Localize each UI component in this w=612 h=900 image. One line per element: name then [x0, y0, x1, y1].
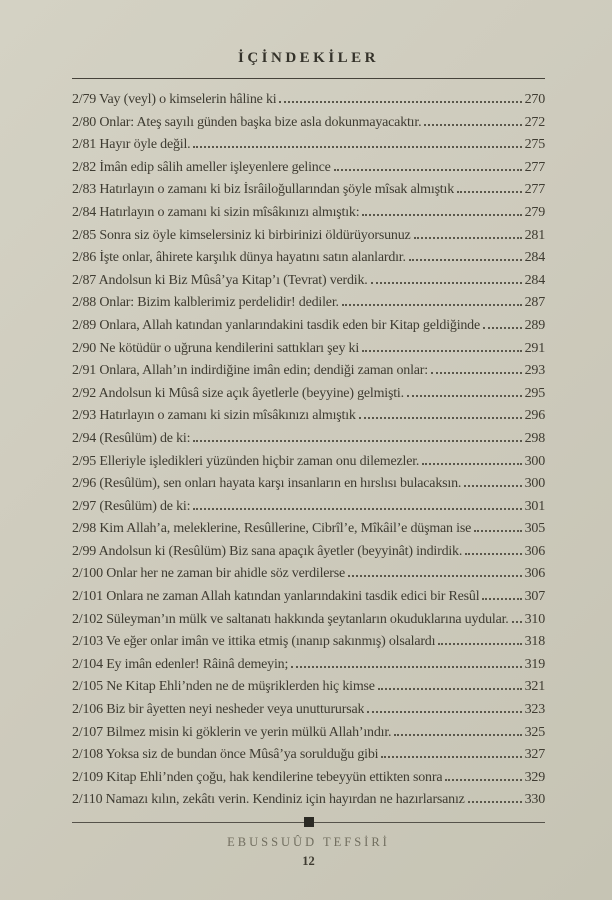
toc-entry-page: 305: [524, 521, 545, 537]
footer-book-title: EBUSSUÛD TEFSİRİ: [227, 835, 390, 849]
dot-leader: [371, 281, 522, 284]
dot-leader: [424, 123, 521, 126]
toc-entry-label: 2/85 Sonra siz öyle kimselersiniz ki birbirinizi öldürüyorsunuz: [72, 227, 411, 243]
toc-entry-page: 300: [524, 453, 545, 469]
dot-leader: [193, 145, 521, 148]
toc-entry: [72, 566, 545, 589]
square-ornament-icon: [304, 817, 314, 827]
toc-entry: [72, 137, 545, 160]
toc-entry-label: 2/109 Kitap Ehli’nden çoğu, hak kendilerine tebeyyün ettikten sonra: [72, 769, 443, 785]
toc-entry-label: 2/106 Biz bir âyetten neyi nesheder veya unutturursak: [72, 702, 365, 718]
toc-entry-label: 2/98 Kim Allah’a, meleklerine, Resûllerine, Cibrîl’e, Mîkâil’e düşman ise: [72, 521, 472, 537]
toc-entry-page: 306: [524, 543, 545, 559]
toc-entry: [72, 115, 545, 138]
toc-entry-label: 2/86 İşte onlar, âhirete karşılık dünya hayatını satın alanlardır.: [72, 250, 406, 266]
dot-leader: [431, 371, 522, 374]
dot-leader: [464, 484, 521, 487]
dot-leader: [193, 507, 521, 510]
toc-entry-label: 2/103 Ve eğer onlar imân ve ittika etmiş (ınanıp sakınmış) olsalardı: [72, 634, 436, 650]
toc-entry-label: 2/80 Onlar: Ateş sayılı günden başka bize asla dokunmayacaktır.: [72, 114, 422, 130]
toc-entry: [72, 747, 545, 770]
dot-leader: [422, 462, 521, 465]
toc-entry-page: 298: [524, 430, 545, 446]
toc-entry-page: 296: [524, 408, 545, 424]
dot-leader: [342, 303, 522, 306]
toc-entry: [72, 318, 545, 341]
dot-leader: [407, 394, 522, 397]
footer-page-number: 12: [302, 854, 315, 868]
toc-entry: [72, 92, 545, 115]
toc-entry-page: 277: [524, 159, 545, 175]
dot-leader: [474, 529, 522, 532]
toc-entry: [72, 295, 545, 318]
dot-leader: [483, 326, 522, 329]
toc-entry-page: 270: [524, 92, 545, 107]
toc-entry-label: 2/101 Onlara ne zaman Allah katından yanlarındakini tasdik edici bir Resûl: [72, 589, 480, 605]
dot-leader: [359, 416, 522, 419]
toc-entry-label: 2/95 Elleriyle işledikleri yüzünden hiçbir zaman onu dilemezler.: [72, 453, 420, 469]
dot-leader: [193, 439, 521, 442]
dot-leader: [438, 642, 521, 645]
toc-entry-label: 2/110 Namazı kılın, zekâtı verin. Kendiniz için hayırdan ne hazırlarsanız: [72, 792, 465, 808]
toc-entry-page: 327: [524, 747, 545, 763]
toc-entry-page: 329: [524, 769, 545, 785]
toc-entry-label: 2/84 Hatırlayın o zamanı ki sizin mîsâkınızı almıştık:: [72, 204, 360, 220]
toc-entry: [72, 454, 545, 477]
toc-entry-page: 306: [524, 566, 545, 582]
toc-entry-label: 2/97 (Resûlüm) de ki:: [72, 498, 191, 514]
toc-entry-label: 2/96 (Resûlüm), sen onları hayata karşı insanların en hırslısı bulacaksın.: [72, 476, 462, 492]
toc-entry-label: 2/92 Andolsun ki Mûsâ size açık âyetlerle (beyyine) gelmişti.: [72, 385, 404, 401]
toc-entry-page: 323: [524, 702, 545, 718]
dot-leader: [362, 213, 521, 216]
toc-entry-label: 2/105 Ne Kitap Ehli’nden ne de müşriklerden hiç kimse: [72, 679, 375, 695]
header-rule: [72, 78, 545, 79]
dot-leader: [367, 710, 521, 713]
dot-leader: [348, 574, 522, 577]
toc-list: [72, 92, 545, 815]
toc-entry-label: 2/99 Andolsun ki (Resûlüm) Biz sana apaçık âyetler (beyyinât) indirdik.: [72, 543, 463, 559]
toc-entry: [72, 544, 545, 567]
dot-leader: [512, 620, 522, 623]
toc-entry: [72, 431, 545, 454]
toc-entry-label: 2/89 Onlara, Allah katından yanlarındakini tasdik eden bir Kitap geldiğinde: [72, 317, 481, 333]
toc-entry: [72, 160, 545, 183]
toc-entry-page: 300: [524, 476, 545, 492]
toc-entry-page: 301: [524, 498, 545, 514]
toc-entry-label: 2/83 Hatırlayın o zamanı ki biz İsrâiloğullarından şöyle mîsak almıştık: [72, 182, 454, 198]
toc-entry-page: 318: [524, 634, 545, 650]
toc-entry: [72, 499, 545, 522]
toc-entry-page: 310: [524, 611, 545, 627]
toc-entry: [72, 792, 545, 815]
page-footer: [72, 822, 545, 869]
toc-entry: [72, 679, 545, 702]
toc-entry: [72, 634, 545, 657]
dot-leader: [409, 258, 522, 261]
toc-entry-page: 277: [524, 182, 545, 198]
toc-entry-page: 272: [524, 114, 545, 130]
dot-leader: [414, 236, 522, 239]
toc-entry-page: 330: [524, 792, 545, 808]
toc-entry: [72, 521, 545, 544]
dot-leader: [362, 349, 522, 352]
dot-leader: [334, 168, 522, 171]
toc-entry-page: 281: [524, 227, 545, 243]
toc-entry-label: 2/102 Süleyman’ın mülk ve saltanatı hakkında şeytanların okuduklarına uydular.: [72, 611, 509, 627]
toc-entry-label: 2/91 Onlara, Allah’ın indirdiğine imân edin; dendiği zaman onlar:: [72, 363, 428, 379]
dot-leader: [457, 190, 522, 193]
toc-entry: [72, 612, 545, 635]
toc-entry-label: 2/81 Hayır öyle değil.: [72, 137, 191, 153]
toc-entry: [72, 725, 545, 748]
toc-entry: [72, 702, 545, 725]
toc-entry-page: 321: [524, 679, 545, 695]
toc-entry: [72, 657, 545, 680]
toc-entry-page: 284: [524, 250, 545, 266]
toc-entry-label: 2/104 Ey imân edenler! Râinâ demeyin;: [72, 656, 289, 672]
toc-entry-page: 307: [524, 589, 545, 605]
toc-entry-page: 295: [524, 385, 545, 401]
dot-leader: [291, 665, 521, 668]
toc-entry-label: 2/88 Onlar: Bizim kalblerimiz perdelidir! dediler.: [72, 295, 339, 311]
toc-entry-label: 2/82 İmân edip sâlih ameller işleyenlere gelince: [72, 159, 331, 175]
dot-leader: [394, 733, 521, 736]
toc-entry: [72, 589, 545, 612]
toc-entry-page: 279: [524, 204, 545, 220]
toc-entry-label: 2/108 Yoksa siz de bundan önce Mûsâ’ya sorulduğu gibi: [72, 747, 379, 763]
toc-entry: [72, 408, 545, 431]
dot-leader: [378, 687, 522, 690]
toc-entry-page: 287: [524, 295, 545, 311]
toc-entry-page: 289: [524, 317, 545, 333]
toc-entry: [72, 476, 545, 499]
toc-entry: [72, 205, 545, 228]
toc-entry-label: 2/100 Onlar her ne zaman bir ahidle söz verdilerse: [72, 566, 346, 582]
toc-entry: [72, 228, 545, 251]
toc-entry: [72, 250, 545, 273]
dot-leader: [482, 597, 521, 600]
dot-leader: [468, 800, 522, 803]
toc-entry: [72, 273, 545, 296]
dot-leader: [465, 552, 521, 555]
toc-entry-label: 2/94 (Resûlüm) de ki:: [72, 430, 191, 446]
toc-entry-page: 284: [524, 272, 545, 288]
toc-entry: [72, 770, 545, 793]
dot-leader: [279, 100, 521, 103]
toc-entry-page: 275: [524, 137, 545, 153]
toc-entry-label: 2/79 Vay (veyl) o kimselerin hâline ki: [72, 92, 277, 107]
toc-entry-label: 2/87 Andolsun ki Biz Mûsâ’ya Kitap’ı (Tevrat) verdik.: [72, 272, 368, 288]
toc-entry-page: 291: [524, 340, 545, 356]
toc-entry-label: 2/90 Ne kötüdür o uğruna kendilerini sattıkları şey ki: [72, 340, 360, 356]
page-title: İÇİNDEKİLER: [237, 50, 380, 66]
toc-entry-page: 293: [524, 363, 545, 379]
toc-entry: [72, 341, 545, 364]
toc-entry-label: 2/93 Hatırlayın o zamanı ki sizin mîsâkınızı almıştık: [72, 408, 356, 424]
dot-leader: [381, 755, 521, 758]
toc-entry: [72, 182, 545, 205]
toc-entry-page: 325: [524, 724, 545, 740]
footer-rule: [72, 822, 545, 823]
toc-entry: [72, 363, 545, 386]
toc-entry-label: 2/107 Bilmez misin ki göklerin ve yerin mülkü Allah’ındır.: [72, 724, 392, 740]
toc-entry: [72, 386, 545, 409]
toc-entry-page: 319: [524, 656, 545, 672]
dot-leader: [445, 778, 521, 781]
